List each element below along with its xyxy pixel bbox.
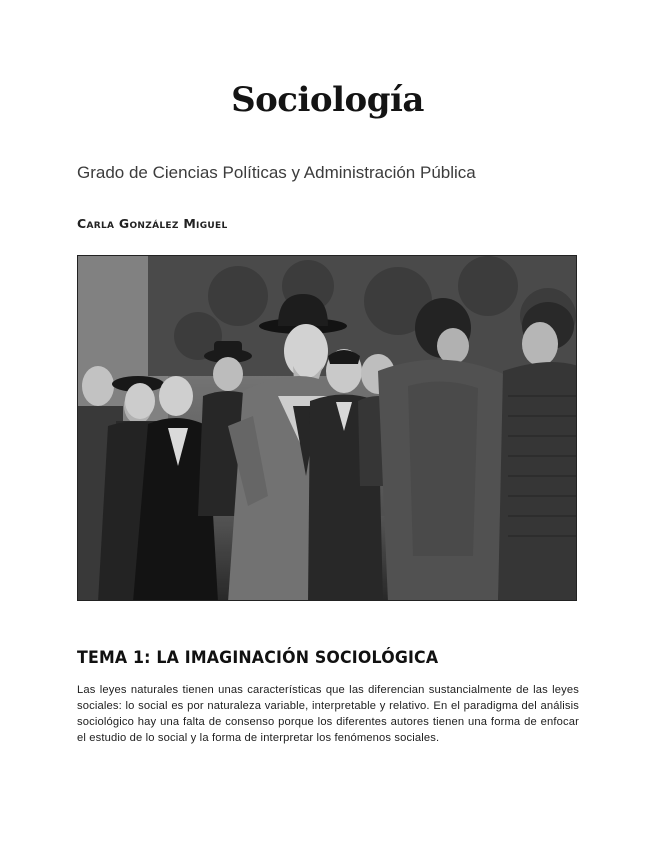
section-paragraph: Las leyes naturales tienen unas características que las diferencian sustancialmente de las leyes sociales: lo social es por naturaleza variable, interpretable y relativo. En el paradigma del análisis sociológico hay una falta de consenso porque los diferentes autores tienen una forma de enfocar el estudio de lo social y la forma de interpretar los fenómenos sociales. xyxy=(77,684,579,744)
section-heading: TEMA 1: LA IMAGINACIÓN SOCIOLÓGICA xyxy=(77,648,439,668)
document-title: Sociología xyxy=(231,80,424,120)
cover-photo xyxy=(77,255,577,601)
cover-photo-illustration xyxy=(78,256,577,601)
author-name: Carla González Miguel xyxy=(77,216,228,231)
document-subtitle: Grado de Ciencias Políticas y Administración Pública xyxy=(77,163,476,182)
